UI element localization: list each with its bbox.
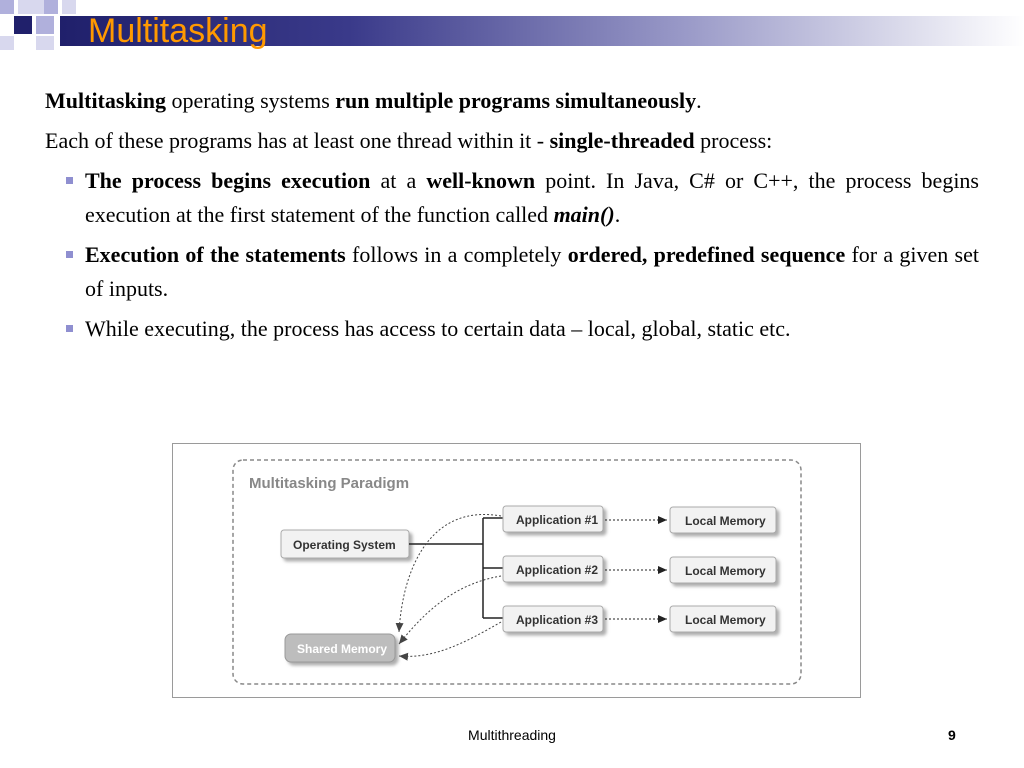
bullet-marker-icon (66, 251, 73, 258)
local-memory-label: Local Memory (685, 564, 766, 578)
diagram-title: Multitasking Paradigm (249, 475, 410, 492)
application-label: Application #3 (516, 613, 599, 627)
text: follows in a completely (345, 242, 568, 267)
text: process: (694, 128, 773, 153)
corner-square (44, 0, 58, 14)
local-memory-label: Local Memory (685, 514, 766, 528)
dotted-curve-arrow (399, 576, 501, 644)
bold-text: well-known (426, 168, 536, 193)
diagram-svg (173, 444, 860, 697)
bold-text: Execution of the statements (85, 242, 346, 267)
bold-text: The process begins execution (85, 168, 371, 193)
application-label: Application #1 (516, 513, 599, 527)
corner-square (36, 36, 54, 50)
corner-square (14, 16, 32, 34)
bold-text: Multitasking (45, 88, 167, 113)
bullet-item (85, 312, 979, 346)
slide-footer: Multithreading (468, 727, 556, 743)
slide-title: Multitasking (88, 12, 268, 50)
bullet-item (85, 164, 979, 232)
text: . (696, 88, 702, 113)
corner-square (18, 0, 44, 14)
slide-body (45, 84, 979, 352)
text: Each of these programs has at least one thread within it - (45, 128, 550, 153)
bold-text: run multiple programs simultaneously (335, 88, 697, 113)
bold-text: ordered, predefined sequence (567, 242, 846, 267)
dotted-curve-arrow (399, 622, 501, 656)
text: point. In Java, C# or C++, the process begins execution at the first statement of the function called (85, 168, 979, 227)
text: . (614, 202, 621, 227)
bullet-marker-icon (66, 325, 73, 332)
paragraph-2 (45, 124, 979, 158)
text: at a (370, 168, 427, 193)
operating-system-label: Operating System (293, 538, 396, 552)
shared-memory-label: Shared Memory (297, 642, 388, 656)
page-number: 9 (948, 727, 956, 743)
text: operating systems (166, 88, 336, 113)
tree-connector (409, 518, 503, 618)
corner-square (0, 36, 14, 50)
corner-square (62, 0, 76, 14)
corner-square (0, 0, 14, 14)
bullet-marker-icon (66, 177, 73, 184)
paragraph-1 (45, 84, 979, 118)
local-memory-label: Local Memory (685, 613, 766, 627)
bold-italic-text: main() (553, 202, 615, 227)
text: While executing, the process has access to certain data – local, global, static etc. (85, 316, 791, 341)
corner-square (36, 16, 54, 34)
bullet-item (85, 238, 979, 306)
multitasking-diagram (172, 443, 861, 698)
application-label: Application #2 (516, 563, 599, 577)
dotted-curve-arrow (399, 514, 501, 632)
bullet-list (45, 164, 979, 346)
bold-text: single-threaded (549, 128, 695, 153)
text: for a given set of inputs. (85, 242, 980, 301)
